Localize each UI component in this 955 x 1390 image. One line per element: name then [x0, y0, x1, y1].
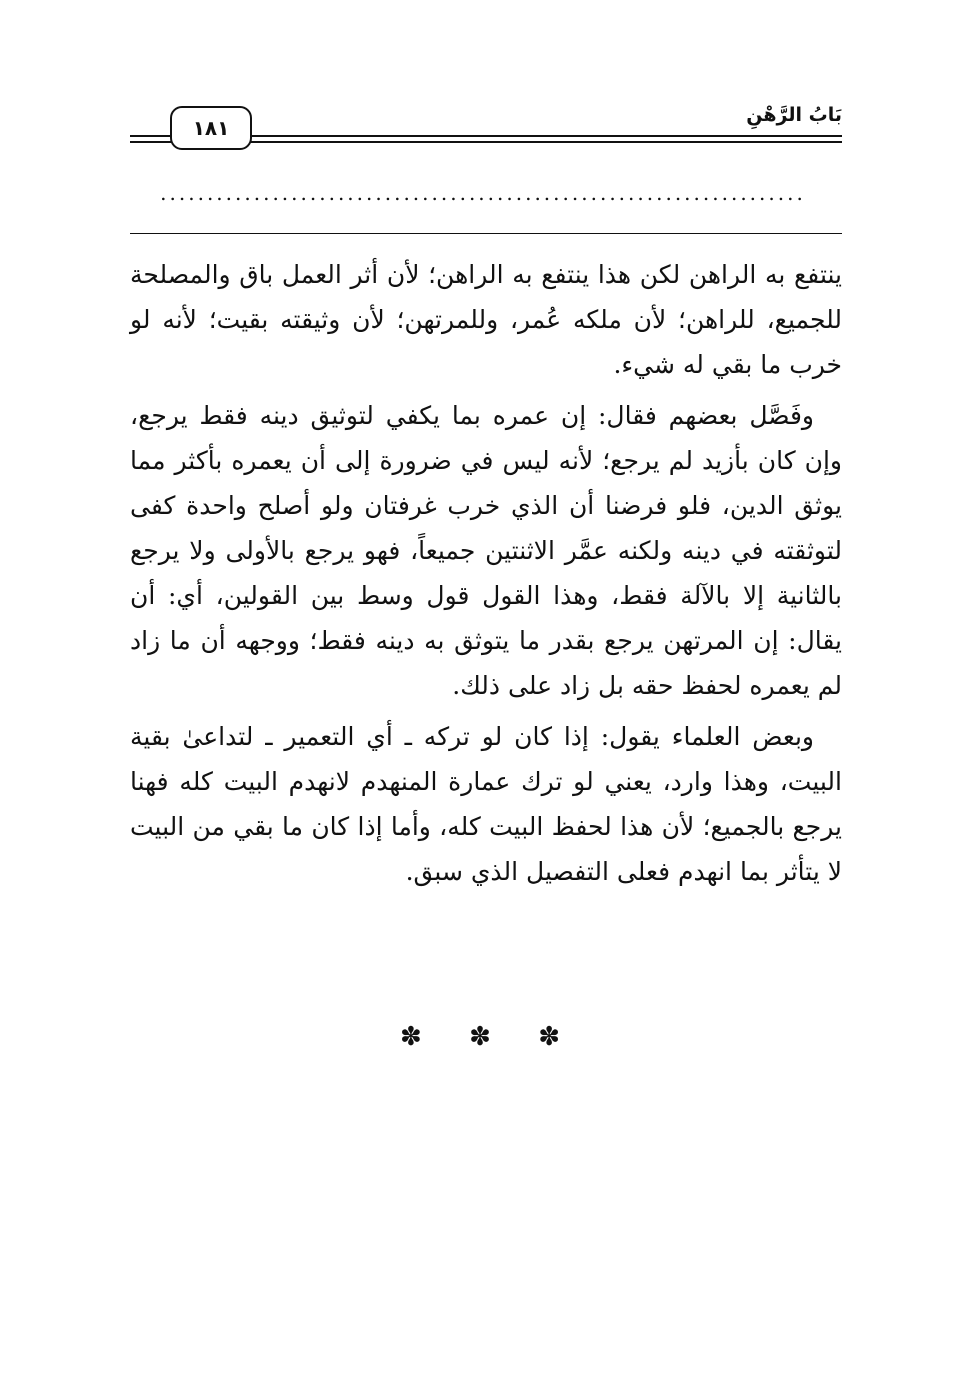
flower-ornament-icon: ✽ — [400, 1022, 422, 1052]
paragraph-continuation: ينتفع به الراهن لكن هذا ينتفع به الراهن؛ لأن أثر العمل باق والمصلحة للجميع، للراهن؛ لأن ملكه عُمر، وللمرتهن؛ لأن وثيقته بقيت؛ لأنه لو خرب ما بقي له شيء. — [130, 260, 842, 379]
page-number: ١٨١ — [170, 106, 252, 150]
section-end-ornaments — [400, 1022, 560, 1052]
running-header — [130, 102, 842, 154]
body-text — [130, 252, 842, 900]
paragraph-detailed-opinion: وفَصَّل بعضهم فقال: إن عمره بما يكفي لتوثيق دينه فقط يرجع، وإن كان بأزيد لم يرجع؛ لأنه ليس في ضرورة إلى أن يعمره بأكثر مما يوثق الدين، فلو فرضنا أن الذي خرب غرفتان ولو أصلح واحدة كفى لتوثقته في دينه ولكنه عمَّر الاثنتين جميعاً، فهو يرجع بالأولى ولا يرجع بالثانية إلا بالآلة فقط، وهذا القول قول وسط بين القولين، أي: أن يقال: إن المرتهن يرجع بقدر ما يتوثق به دينه فقط؛ ووجهه أن ما زاد لم يعمره لحفظ حقه بل زاد على ذلك. — [130, 401, 842, 700]
section-rule — [130, 233, 842, 234]
flower-ornament-icon: ✽ — [469, 1022, 491, 1052]
ellipsis-separator: ..................................................................... — [160, 182, 806, 204]
chapter-title: بَابُ الرَّهْنِ — [746, 104, 842, 126]
paragraph-scholars-opinion: وبعض العلماء يقول: إذا كان لو تركه ـ أي التعمير ـ لتداعىٰ بقية البيت، وهذا وارد، يعني لو ترك عمارة المنهدم لانهدم البيت كله فهنا يرجع بالجميع؛ لأن هذا لحفظ البيت كله، وأما إذا كان ما بقي من البيت لا يتأثر بما انهدم فعلى التفصيل الذي سبق. — [130, 722, 842, 886]
flower-ornament-icon: ✽ — [538, 1022, 560, 1052]
